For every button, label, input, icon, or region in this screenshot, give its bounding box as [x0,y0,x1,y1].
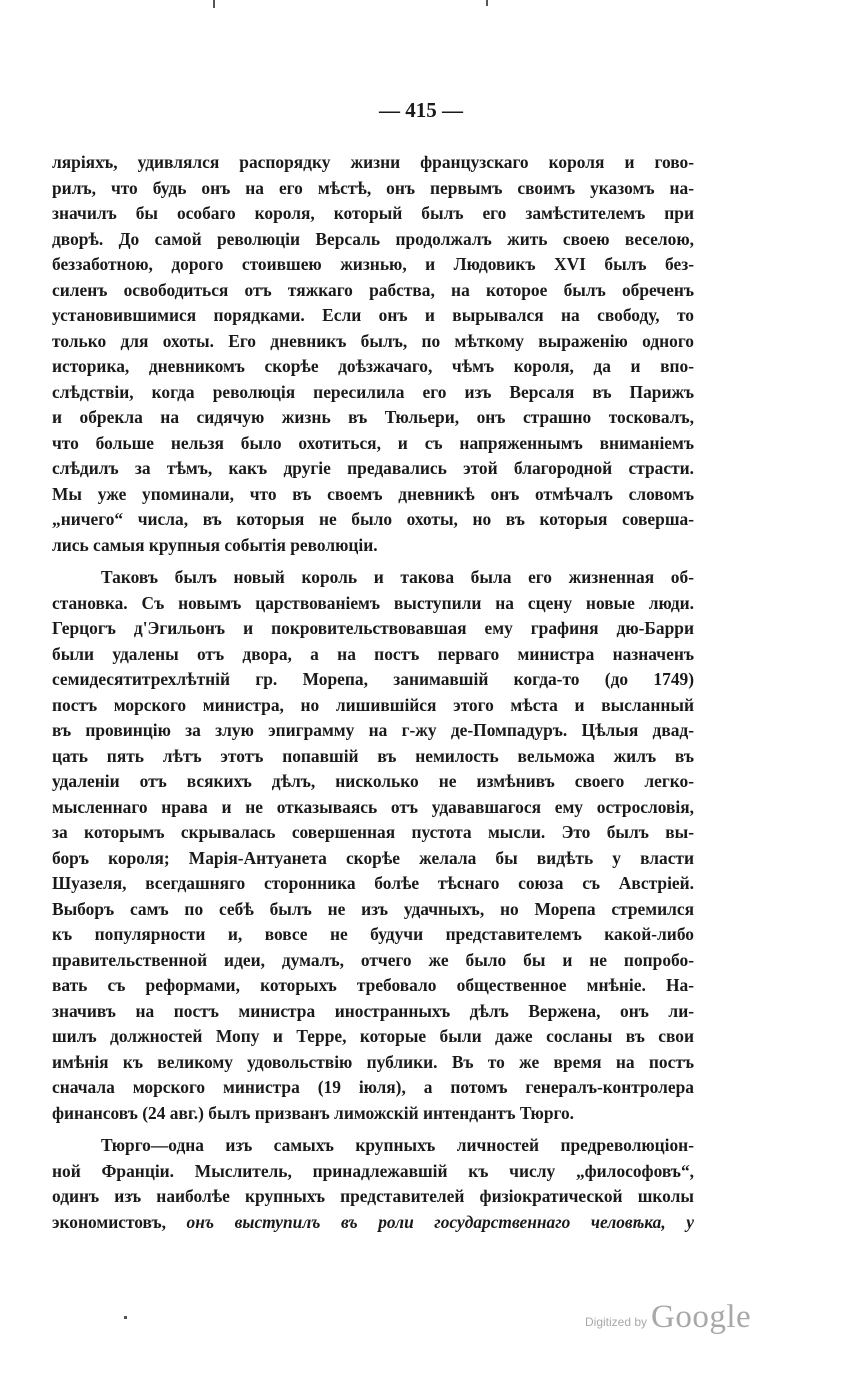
text-line: дворѣ. До самой революціи Версаль продолжалъ жить своею веселою, [52,228,694,249]
body-text [52,150,694,1235]
text-line: къ популярности и, вовсе не будучи представителемъ какой-либо [52,924,694,944]
text-line: значивъ на постъ министра иностранныхъ дѣлъ Верженa, онъ ли- [52,1000,694,1021]
text-line: Шуазеля, всегдашняго сторонника болѣе тѣснаго союза съ Австріей. [52,873,694,893]
scan-speck [124,1316,127,1319]
text-line: слѣдилъ за тѣмъ, какъ другіе предавались этой благородной страсти. [52,458,694,478]
scan-speck [486,0,488,6]
watermark-prefix: Digitized by [585,1315,648,1329]
digitized-by-google-watermark [585,1296,785,1336]
text-line: имѣнія къ великому удовольствію публики. Въ то же время на постъ [52,1051,694,1072]
text-line: установившимися порядками. Если онъ и вырывался на свободу, то [52,305,694,325]
text-line: боръ короля; Марія-Антуанета скорѣе желала бы видѣть у власти [52,847,694,868]
text-line: сначала морского министра (19 іюля), а потомъ генералъ-контролера [52,1077,694,1097]
text-line: Герцогъ д'Эгильонъ и покровительствовавшая ему графиня дю-Барри [52,618,694,638]
text-line: значилъ бы особаго короля, который былъ его замѣстителемъ при [52,203,694,223]
page-number: — 415 — [379,98,463,122]
text-line: ляріяхъ, удивлялся распорядку жизни французскаго короля и гово- [52,152,694,172]
text-line: финансовъ (24 авг.) былъ призванъ лиможскій интендантъ Тюрго. [52,1102,575,1123]
text-line: были удалены отъ двора, а на постъ перваго министра назначенъ [52,643,694,664]
text-line: „ничего“ числа, въ которыя не было охоты, но въ которыя соверша- [52,509,694,529]
text-line: ной Франціи. Мыслитель, принадлежавшій къ числу „философовъ“, [52,1160,694,1181]
paragraph-3 [52,1133,694,1235]
text-line: цать пять лѣтъ этотъ попавшій въ немилость вельможа жилъ въ [52,745,694,766]
text-line: что больше нельзя было охотиться, и съ напряженнымъ вниманіемъ [52,432,694,453]
text-line: Мы уже упоминали, что въ своемъ дневникѣ онъ отмѣчалъ словомъ [52,483,694,504]
paragraph-gap [52,1126,694,1133]
text-line: лись самыя крупныя событія революціи. [52,534,378,555]
text-line: за которымъ скрывалась совершенная пустота мысли. Это былъ вы- [52,822,694,842]
text-line: мысленнаго нрава и не отказываясь отъ удававшагося ему острословія, [52,796,694,817]
text-line: одинъ изъ наиболѣе крупныхъ представителей физіократической школы [52,1186,694,1206]
paragraph-gap [52,558,694,565]
text-line: историка, дневникомъ скорѣе доѣзжачаго, чѣмъ короля, да и впо- [52,356,694,376]
text-italic: онъ выступилъ въ роли государственнаго человѣка, у [186,1211,694,1232]
text-line: и обрекла на сидячую жизнь въ Тюльери, онъ страшно тосковалъ, [52,407,694,427]
text-line: Тюрго—одна изъ самыхъ крупныхъ личностей предреволюціон- [101,1135,694,1155]
text-line: рилъ, что будь онъ на его мѣстѣ, онъ первымъ своимъ указомъ на- [52,177,694,198]
text-line: шилъ должностей Мопу и Терре, которые были даже сосланы въ свои [52,1026,694,1046]
google-logo: Google [651,1299,752,1335]
text-line: становка. Съ новымъ царствованіемъ выступили на сцену новые люди. [52,592,694,613]
text-line: семидесятитрехлѣтній гр. Морепа, занимавшій когда-то (до 1749) [52,669,694,689]
text-line: беззаботною, дорого стоившею жизнью, и Людовикъ XVI былъ без- [52,254,694,274]
scan-speck [213,0,215,8]
text-line: удаленіи отъ всякихъ дѣлъ, нисколько не измѣнивъ своего легко- [52,771,694,791]
text-line: только для охоты. Его дневникъ былъ, по мѣткому выраженію одного [52,330,694,351]
text-line: Таковъ былъ новый король и такова была его жизненная об- [101,567,694,587]
paragraph-2 [52,565,694,1126]
text-line: правительственной идеи, думалъ, отчего же было бы и не попробо- [52,949,694,970]
paragraph-1 [52,150,694,558]
text-regular: экономистовъ, [52,1211,187,1232]
text-line: силенъ освободиться отъ тяжкаго рабства, на которое былъ обреченъ [52,279,694,300]
text-line-mixed [52,1210,694,1236]
text-line: Выборъ самъ по себѣ былъ не изъ удачныхъ, но Морепа стремился [52,898,694,919]
text-line: слѣдствіи, когда революція пересилила его изъ Версаля въ Парижъ [52,381,694,402]
text-line: вать съ реформами, которыхъ требовало общественное мнѣніе. На- [52,975,694,995]
text-line: постъ морского министра, но лишившійся этого мѣста и высланный [52,694,694,715]
text-line: въ провинцію за злую эпиграмму на г-жу де-Помпадуръ. Цѣлыя двад- [52,720,694,740]
